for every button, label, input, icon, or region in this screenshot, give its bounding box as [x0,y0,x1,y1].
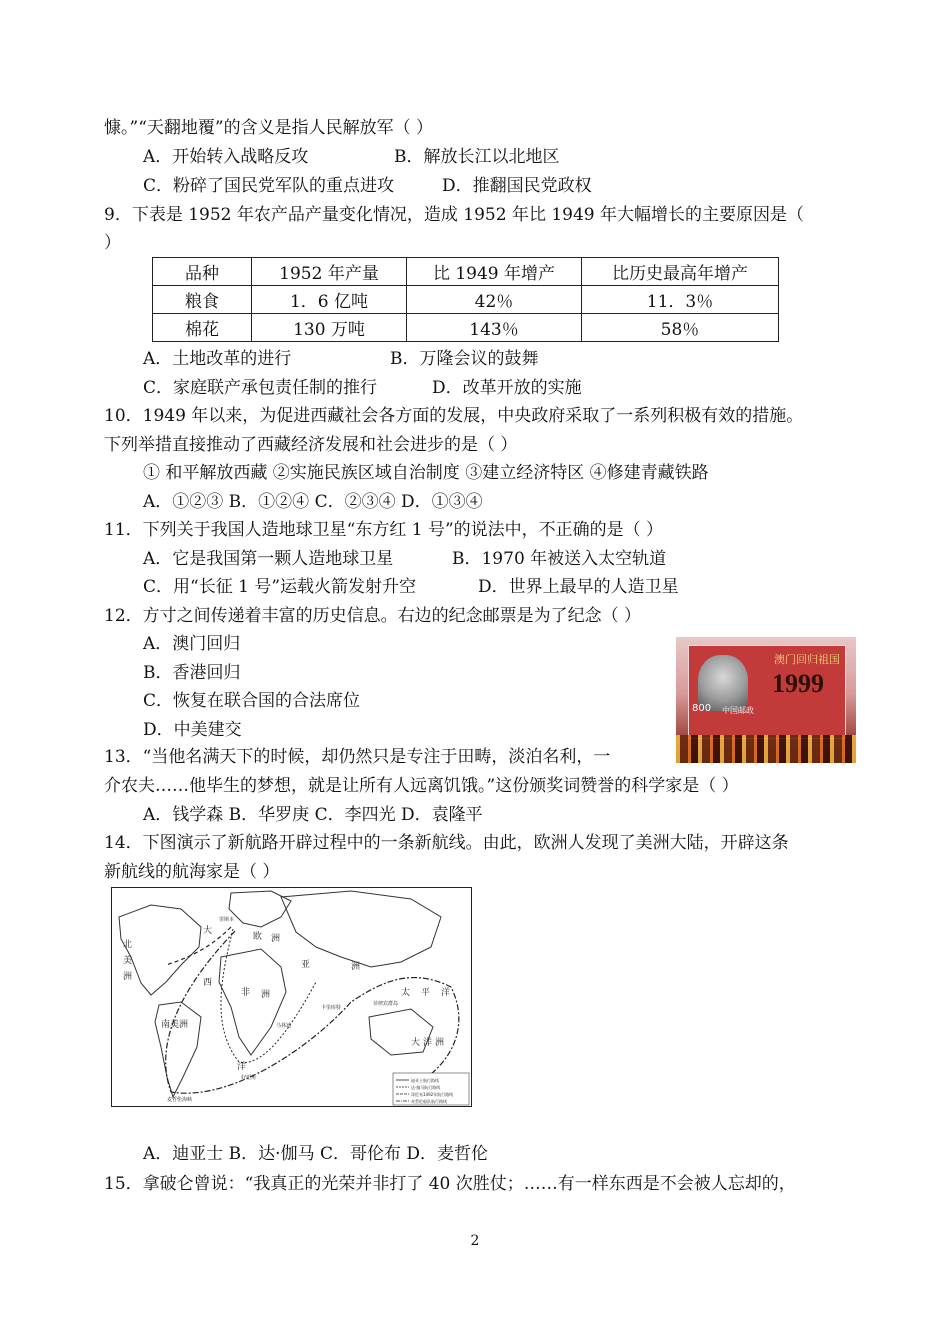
map-label: 麦哲伦海峡 [167,1097,193,1103]
legend-label: 达·伽马航行路线 [411,1085,441,1090]
map-label: 大 [203,926,213,936]
table-header-row [153,258,779,286]
map-label: 洲 [351,962,361,972]
map-label: 亚 [301,960,311,970]
table-cell: 11．3％ [582,286,779,314]
map-label: 洋 [441,988,451,998]
q8-option-d: D．推翻国民党政权 [442,176,592,196]
map-label: 非 [241,988,251,998]
q12-option-b: B．香港回归 [143,663,241,683]
table-row [153,314,779,342]
q14-stem-line1: 14．下图演示了新航路开辟过程中的一条新航线。由此，欧洲人发现了美洲大陆，开辟这条 [104,833,789,853]
q11-option-c: C．用“长征 1 号”运载火箭发射升空 [143,577,417,597]
table-cell: 棉花 [153,314,252,342]
q10-options: A．①②③ B．①②④ C．②③④ D．①③④ [143,492,483,512]
q9-stem-line2: ） [104,233,121,253]
q9-option-b: B．万隆会议的鼓舞 [390,349,539,369]
map-legend [393,1073,469,1105]
q8-option-b: B．解放长江以北地区 [394,147,560,167]
table-cell: 143％ [407,314,582,342]
q10-stem-line1: 10．1949 年以来，为促进西藏社会各方面的发展，中央政府采取了一系列积极有效的措施。 [104,406,804,426]
table-cell: 粮食 [153,286,252,314]
map-label: 西 [203,978,213,988]
q12-option-a: A．澳门回归 [143,634,241,654]
map-label: 美 [123,956,133,966]
q13-stem-line2: 介农夫……他毕生的梦想，就是让所有人远离饥饿。”这份颁奖词赞誉的科学家是（ ） [104,776,739,796]
map-label: 洲 [123,972,133,982]
q9-option-d: D．改革开放的实施 [432,378,582,398]
q11-option-b: B．1970 年被送入太空轨道 [452,549,667,569]
map-label: 洲 [261,990,271,1000]
map-label: 洋 [423,1038,433,1048]
q9-stem-line1: 9．下表是 1952 年农产品产量变化情况，造成 1952 年比 1949 年大幅增长的主要原因是（ [104,205,805,225]
q11-option-a: A．它是我国第一颗人造地球卫星 [143,549,394,569]
map-label: 卡里库特 [321,1005,342,1011]
production-table [152,257,779,342]
map-label: 洋 [237,1062,247,1072]
map-label: 欧 [253,932,263,942]
stamp-title: 澳门回归祖国 [774,653,840,666]
table-header: 品种 [153,258,252,286]
new-sea-route-map [111,887,472,1107]
table-header: 1952 年产量 [252,258,407,286]
table-cell: 130 万吨 [252,314,407,342]
map-label: 好望角 [241,1075,257,1081]
table-cell: 1．6 亿吨 [252,286,407,314]
q12-option-d: D．中美建交 [143,720,242,740]
stamp-country: 中国邮政 [722,706,754,715]
table-cell: 42％ [407,286,582,314]
stamp-year: 1999 [772,669,824,698]
stamp-denomination: 800 [692,703,712,714]
table-header: 比 1949 年增产 [407,258,582,286]
stamp-city-lights [676,735,856,763]
q8-tail: 慷。”“天翻地覆”的含义是指人民解放军（ ） [104,118,433,138]
map-label: 里斯本 [219,917,235,923]
q8-option-c: C．粉碎了国民党军队的重点进攻 [143,176,395,196]
map-label: 北 [123,940,133,950]
table-header: 比历史最高年增产 [582,258,779,286]
q12-option-c: C．恢复在联合国的合法席位 [143,691,361,711]
q11-stem: 11．下列关于我国人造地球卫星“东方红 1 号”的说法中，不正确的是（ ） [104,520,664,540]
q8-option-a: A．开始转入战略反攻 [143,147,309,167]
q9-option-a: A．土地改革的进行 [143,349,292,369]
q10-stem-line2: 下列举措直接推动了西藏经济发展和社会进步的是（ ） [104,435,518,455]
table-row [153,286,779,314]
map-label: 太 [401,988,411,998]
q10-items: ① 和平解放西藏 ②实施民族区域自治制度 ③建立经济特区 ④修建青藏铁路 [143,463,709,483]
page-number: 2 [470,1233,480,1249]
map-label: 平 [421,988,431,998]
map-label: 菲律宾群岛 [373,1001,399,1007]
q12-stem: 12．方寸之间传递着丰富的历史信息。右边的纪念邮票是为了纪念（ ） [104,606,642,626]
q15-stem: 15．拿破仑曾说：“我真正的光荣并非打了 40 次胜仗；……有一样东西是不会被人忘却的， [104,1174,796,1194]
map-label: 洲 [435,1038,445,1048]
q13-options: A．钱学森 B．华罗庚 C．李四光 D．袁隆平 [143,805,483,825]
q14-stem-line2: 新航线的航海家是（ ） [104,862,280,882]
q9-option-c: C．家庭联产承包责任制的推行 [143,378,378,398]
legend-label: 迪亚士航行路线 [411,1078,439,1083]
q14-options: A．迪亚士 B．达·伽马 C．哥伦布 D．麦哲伦 [143,1144,489,1164]
table-cell: 58％ [582,314,779,342]
map-label: 大 [411,1038,421,1048]
commemorative-stamp-image [676,637,856,763]
q11-option-d: D．世界上最早的人造卫星 [478,577,679,597]
legend-label: 哥伦布1492年航行路线 [411,1092,454,1097]
map-label: 马林迪 [276,1023,292,1029]
map-label: 洲 [271,934,281,944]
map-label: 南美洲 [161,1020,189,1030]
legend-label: 麦哲伦船队航行路线 [411,1099,447,1104]
q13-stem-line1: 13．“当他名满天下的时候，却仍然只是专注于田畴，淡泊名利，一 [104,747,611,767]
